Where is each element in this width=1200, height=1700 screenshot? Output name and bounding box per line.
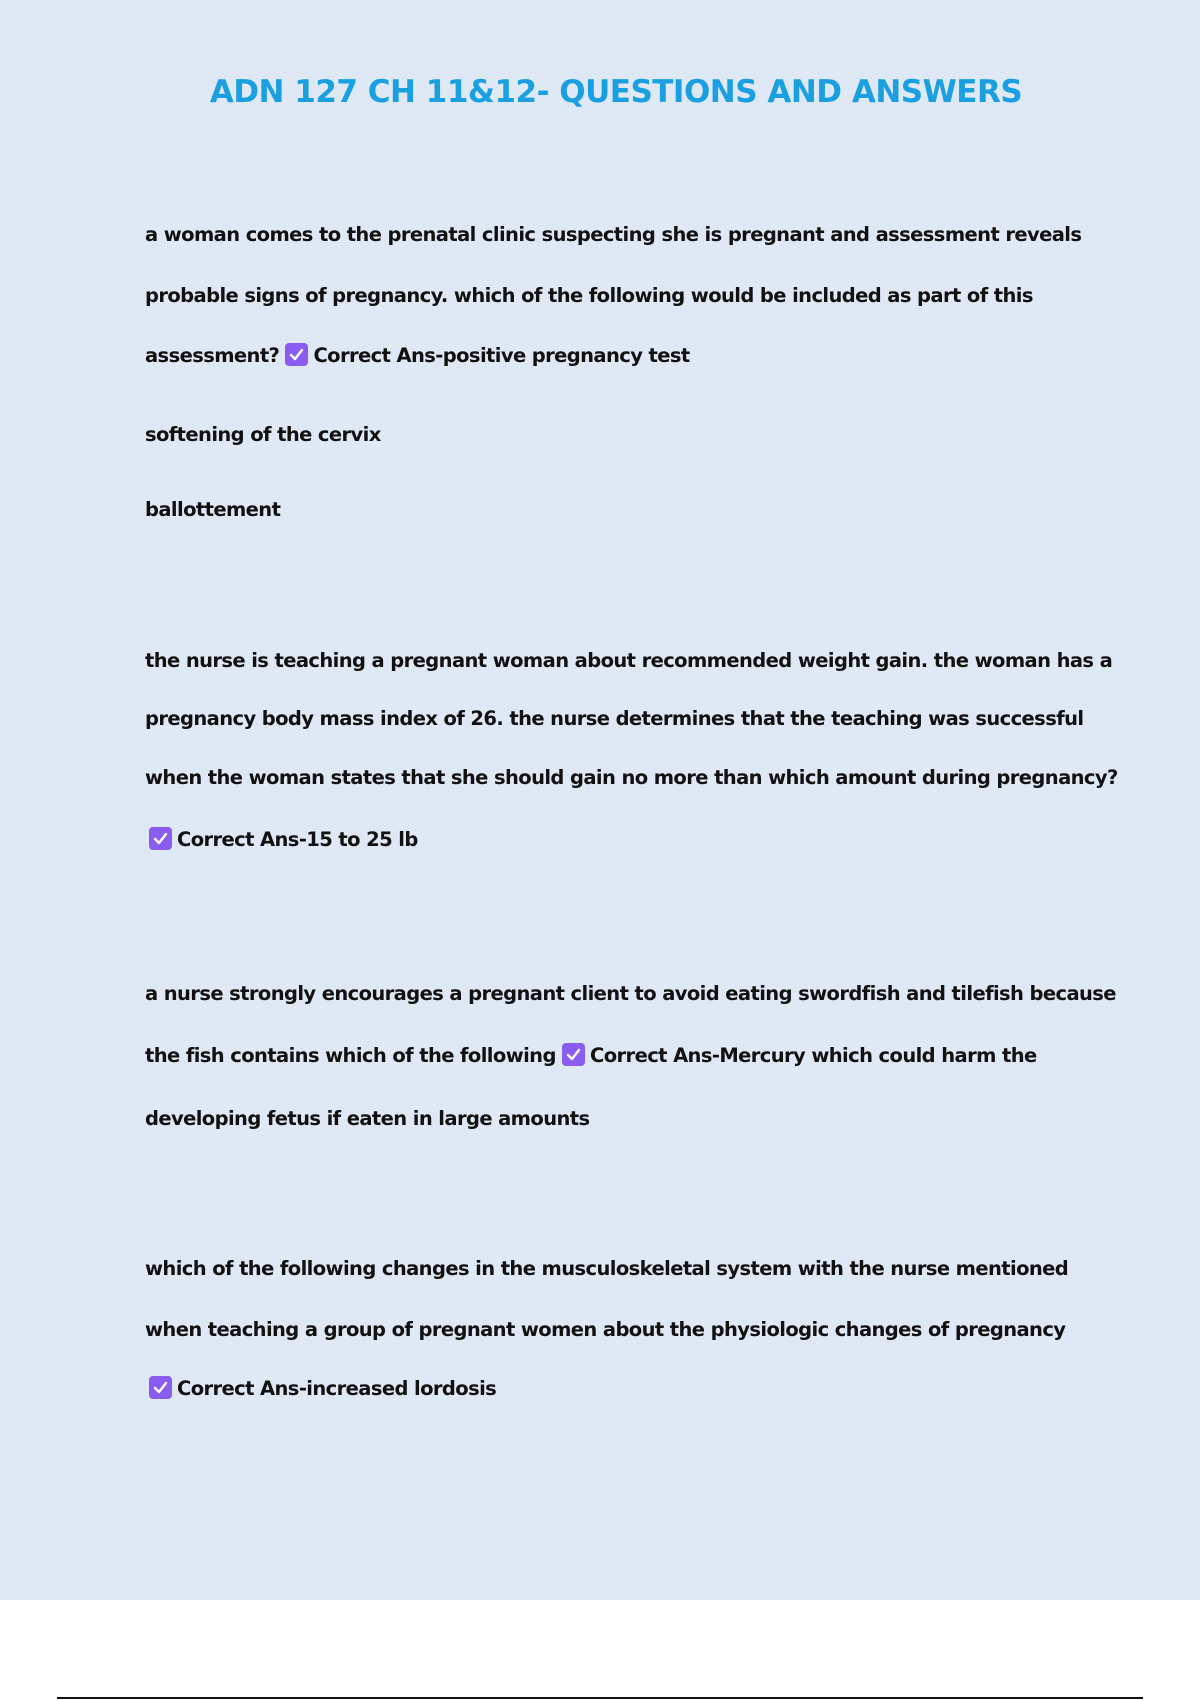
question-1-answer-line [145,343,690,369]
footer-divider [57,1697,1143,1699]
question-3-answer-line [145,1043,1037,1069]
question-1-extra-answer-1: softening of the cervix [145,423,381,446]
question-1-answer-prefix: assessment? [145,344,286,367]
checkbox-checked-icon [562,1043,585,1066]
question-4-answer: Correct Ans-increased lordosis [177,1377,497,1400]
question-2-line-3: when the woman states that she should gain no more than which amount during pregnancy? [145,766,1118,789]
question-3-answer-prefix: the fish contains which of the following [145,1044,563,1067]
question-2-answer: Correct Ans-15 to 25 lb [177,828,418,851]
question-4-line-1: which of the following changes in the musculoskeletal system with the nurse mentioned [145,1257,1069,1280]
question-4-line-2: when teaching a group of pregnant women about the physiologic changes of pregnancy [145,1318,1066,1341]
question-2-answer-line [149,827,418,853]
question-1-line-2: probable signs of pregnancy. which of the following would be included as part of this [145,284,1033,307]
question-2-line-2: pregnancy body mass index of 26. the nurse determines that the teaching was successful [145,707,1084,730]
question-1-answer: Correct Ans-positive pregnancy test [313,344,690,367]
checkbox-checked-icon [149,1376,172,1399]
question-3-line-1: a nurse strongly encourages a pregnant client to avoid eating swordfish and tilefish because [145,982,1116,1005]
question-3-answer-continuation: developing fetus if eaten in large amounts [145,1107,590,1130]
document-title: ADN 127 CH 11&12- QUESTIONS AND ANSWERS [209,74,1023,110]
question-4-answer-line [149,1376,496,1402]
question-2-line-1: the nurse is teaching a pregnant woman about recommended weight gain. the woman has a [145,649,1113,672]
question-1-line-1: a woman comes to the prenatal clinic suspecting she is pregnant and assessment reveals [145,223,1082,246]
checkbox-checked-icon [149,827,172,850]
checkbox-checked-icon [285,343,308,366]
question-3-answer: Correct Ans-Mercury which could harm the [590,1044,1037,1067]
question-1-extra-answer-2: ballottement [145,498,281,521]
